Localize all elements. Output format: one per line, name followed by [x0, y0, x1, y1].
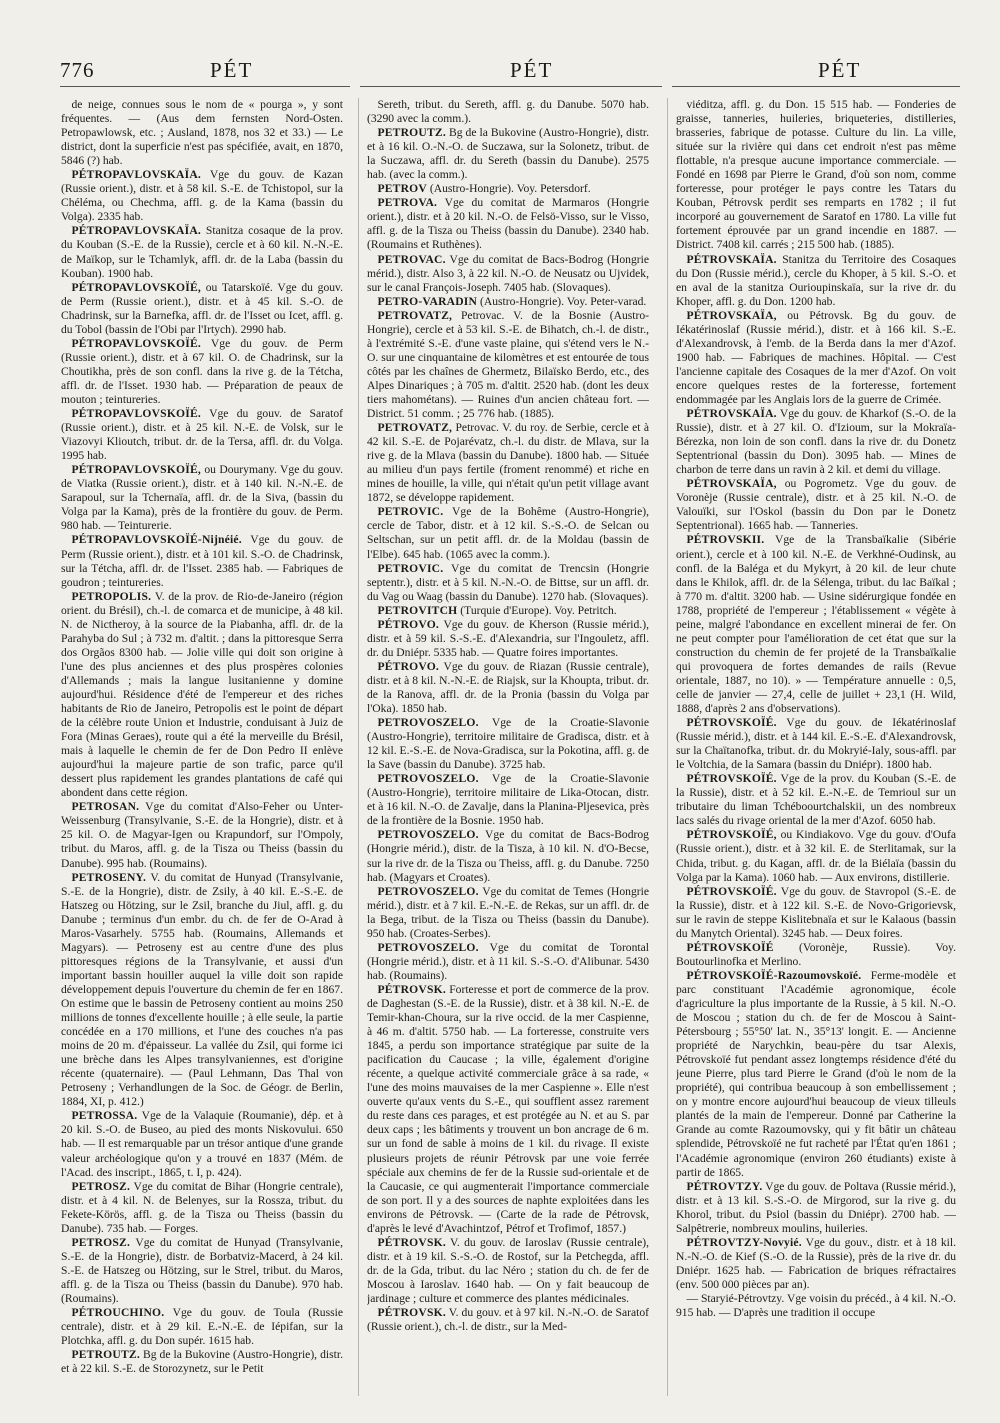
entry-text: Vge du comitat de Hunyad (Transylvanie, S.-E. de la Hongrie), distr. de Borbatviz-Macerd, à 24 kil. S.-E. de Hatszeg ou Hötzing, sur le Strel, tribut. du Maros, affl. g. de la Tisza ou Theiss (bassin du Danube). 970 hab. (Roumains). — [61, 1235, 343, 1305]
entry-headword: PETROVOSZELO. — [377, 884, 479, 898]
entry-text: Vge du gouv. de Iékatérinoslaf (Russie mérid.), distr. et à 144 kil. E.-S.-E. d'Alexandrovsk, sur la Chaïtanofka, tribut. dr. du Mokryié-Ialy, sous-affl. par le Voltchia, de la Samara (bassin du Dniépr). 1800 hab. — [676, 716, 956, 772]
entry-headword: PÉTROVO. — [377, 659, 440, 673]
dictionary-entry — [61, 1180, 343, 1236]
header-rule — [60, 86, 350, 87]
dictionary-entry — [676, 309, 956, 407]
entry-headword: PETRO-VARADIN — [377, 294, 478, 308]
entry-text: ou Pétrovsk. Bg du gouv. de Iékatérinoslaf (Russie mérid.), distr. et à 166 kil. S.-E. d'Alexandrovsk, à l'emb. de la Berda dans la mer d'Azof. 1900 hab. — Fabriques de machines. Hôpital. — C'est l'ancienne capitale des Cosaques de la mer d'Azof. On voit encore quelques restes de la forteresse, fortement endommagée par les Anglais lors de la guerre de Crimée. — [676, 308, 956, 406]
entry-text: Vge de la Bohême (Austro-Hongrie), cercle de Tabor, distr. et à 12 kil. S.-S.-O. de Selcan ou Seltschan, sur un petit affl. dr. de la Moldau (bassin de l'Elbe). 645 hab. (1065 avec la comm.). — [367, 505, 649, 561]
entry-text: (Austro-Hongrie). Voy. Petersdorf. — [429, 182, 591, 196]
dictionary-entry — [61, 168, 343, 224]
dictionary-entry — [676, 828, 956, 884]
entry-headword: PETROVOSZELO. — [377, 940, 479, 954]
entry-headword: PÉTROVSKAÏA. — [686, 252, 777, 266]
dictionary-entry — [367, 309, 649, 421]
dictionary-entry — [676, 477, 956, 533]
dictionary-entry — [367, 126, 649, 182]
entry-text: Vge du gouv. de Kherson (Russie mérid.), distr. et à 59 kil. S.-S.-E. d'Alexandria, sur l'Ingouletz, affl. dr. du Dniépr. 5335 hab. — Quatre foires importantes. — [367, 617, 649, 659]
entry-text: Vge de la Croatie-Slavonie (Austro-Hongrie), territoire militaire de Lika-Otocan, distr. et à 16 kil. N.-O. de Zavalje, dans la Planina-Pljesevica, près de la frontière de la Bosnie. 1950 hab. — [367, 772, 649, 828]
entry-text: Vge du gouv., distr. et à 18 kil. N.-N.-O. de Kief (S.-O. de la Russie), près de la rive dr. du Dniépr. 1625 hab. — Fabrication de briques réfractaires (env. 500 000 pièces par an). — [676, 1235, 956, 1291]
page-header — [0, 58, 1000, 98]
entry-text: Vge du gouv. de Toula (Russie centrale), distr. et à 29 kil. E.-N.-E. de Iépifan, sur la Plotchka, affl. g. du Don supér. 1615 hab. — [61, 1306, 343, 1348]
dictionary-entry — [61, 281, 343, 337]
header-rule — [672, 86, 960, 87]
entry-headword: PETROUTZ. — [71, 1348, 140, 1362]
running-head-left: PÉT — [210, 58, 254, 82]
column-divider — [667, 98, 668, 1396]
dictionary-entry — [676, 533, 956, 716]
entry-text: Bg de la Bukovine (Austro-Hongrie), distr. et à 16 kil. O.-N.-O. de Suczawa, sur la Solonetz, tribut. de la Suczawa, affl. dr. du Sereth (bassin du Danube). 2575 hab. (avec la comm.). — [367, 126, 649, 182]
entry-headword: PÉTROVSKII. — [686, 533, 765, 547]
entry-text: V. du comitat de Hunyad (Transylvanie, S.-E. de la Hongrie), distr. de Zsily, à 40 kil. E.-S.-E. de Hatszeg ou Hötzing, sur le Zsil, branche du Jiul, affl. g. du Danube ; terminus d'un embr. du ch. de fer de O-Arad à Maros-Vasarhely. 5755 hab. (Roumains, Allemands et Magyars). — Petroseny est au centre d'une des plus pittoresques régions de la Transylvanie, et aussi d'un important bassin houiller auquel la ville doit son rapide développement depuis l'ouverture du chemin de fer en 1867. On estime que le bassin de Petroseny contient au moins 250 millions de tonnes d'excellente houille ; à elle seule, la partie concédée en a 170 millions, et l'une des couches n'a pas moins de 20 m. d'épaisseur. La vallée du Zsil, qui forme ici une brèche dans les Alpes transylvaniennes, est d'origine récente (quaternaire). — (Paul Lehmann, Das Thal von Petroseny ; Verhandlungen de la Soc. de Géogr. de Berlin, 1884, XI, p. 412.) — [61, 870, 343, 1109]
entry-headword: PÉTROVSKAÏA, — [686, 477, 777, 491]
entry-text: Vge du gouv. de Poltava (Russie mérid.), distr. et à 13 kil. S.-S.-O. de Mirgorod, sur la rive g. du Khorol, tribut. du Psiol (bassin du Dniépr). 2700 hab. — Salpêtrerie, nombreux moulins, huileries. — [676, 1179, 956, 1235]
dictionary-entry — [367, 253, 649, 295]
dictionary-entry — [367, 196, 649, 252]
entry-text: Vge de la Croatie-Slavonie (Austro-Hongrie), territoire militaire de Gradisca, distr. et à 12 kil. E.-S.-E. de Nova-Gradisca, sur la Pokotina, affl. g. de la Save (bassin du Danube). 3725 hab. — [367, 716, 649, 772]
entry-text: Vge du gouv. de Kazan (Russie orient.), distr. et à 58 kil. S.-E. de Tchistopol, sur la Chéléma, ou Chechma, affl. g. de la Kama (bassin du Volga). 2335 hab. — [61, 168, 343, 224]
entry-headword: PÉTROVSKAÏA, — [686, 308, 777, 322]
dictionary-entry — [367, 828, 649, 884]
dictionary-entry — [61, 800, 343, 870]
dictionary-entry — [676, 941, 956, 969]
dictionary-entry — [61, 1109, 343, 1179]
entry-text: Vge de la Transbaïkalie (Sibérie orient.), cercle et à 100 kil. N.-E. de Verkhné-Oudinsk, au confl. de la Baléga et du Mykyrt, à 20 kil. de leur chute dans le Khilok, affl. dr. de la Sélenga, tribut. du lac Baïkal ; à 770 m. d'altit. 3200 hab. — Usine sidérurgique fondée en 1788, propriété de l'empereur ; l'établissement « végète à peine, malgré l'abondance en excellent minerai de fer. On ne peut compter pour l'amélioration de cet état que sur la construction du chemin de fer projeté de la Transbaïkalie qui provoquera de fortes demandes de rails (Revue orientale, 1887, no 10). » — Température annuelle : 0,5, celle de janvier — 27,4, celle de juillet + 23,1 (H. Wild, 1888, d'après 2 ans d'observations). — [676, 533, 956, 716]
entry-headword: PÉTROVTZY. — [686, 1179, 763, 1193]
column-right — [676, 98, 956, 1398]
running-head-center: PÉT — [510, 58, 554, 82]
entry-text: Forteresse et port de commerce de la prov. de Daghestan (S.-E. de la Russie), distr. et à 38 kil. N.-E. de Temir-khan-Choura, sur la rive occid. de la mer Caspienne, à 46 m. d'altit. 5750 hab. — La forteresse, construite vers 1845, a perdu son importance stratégique par suite de la pacification du Caucase ; la ville, également d'origine récente, a quelque activité commerciale grâce à sa rade, « l'une des moins mauvaises de la mer Caspienne ». Elle n'est ouverte qu'aux vents du S.-E., qui soufflent assez rarement du reste dans ces parages, et est protégée au N. et au S. par deux caps ; les bâtiments y trouvent un bon ancrage de 6 m. sur un fond de sable à moins de 1 kil. du rivage. Il existe plusieurs projets de réunir Pétrovsk par une voie ferrée spéciale aux chemins de fer de la Russie sud-orientale et de la Caucasie, ce qui augmenterait l'importance commerciale de son port. Il y a des sources de naphte exploitées dans les environs de Pétrovsk. — (Carte de la rade de Pétrovsk, d'après le levé d'Avachintzof, Pétrof et Trofimof, 1857.) — [367, 982, 649, 1235]
dictionary-entry — [367, 98, 649, 126]
dictionary-entry — [676, 1180, 956, 1236]
page-number: 776 — [60, 58, 95, 82]
entry-text: Vge du comitat de Bihar (Hongrie centrale), distr. et à 4 kil. N. de Belenyes, sur la Rossza, tribut. du Fekete-Körös, affl. g. de la Tisza ou Theiss (bassin du Danube). 735 hab. — Forges. — [61, 1179, 343, 1235]
dictionary-entry — [676, 1236, 956, 1292]
entry-text: Petrovac. V. du roy. de Serbie, cercle et à 42 kil. S.-E. de Pojarévatz, ch.-l. du distr. de Mlava, sur la rive g. de la Mlava (bassin du Danube). 1800 hab. — Située au milieu d'un pays fertile (froment renommé) et riche en mines de houille, la ville, qui n'était qu'un petit village avant 1872, se développe rapidement. — [367, 421, 649, 505]
dictionary-entry — [367, 562, 649, 604]
entry-text: Bg de la Bukovine (Austro-Hongrie), distr. et à 22 kil. S.-E. de Storozynetz, sur le Petit — [61, 1348, 343, 1376]
entry-text: Vge du comitat de Temes (Hongrie mérid.), distr. et à 7 kil. E.-N.-E. de Rekas, sur un affl. dr. de la Bega, tribut. de la Tisza ou Theiss (bassin du Danube). 950 hab. (Croates-Serbes). — [367, 884, 649, 940]
dictionary-entry — [61, 224, 343, 280]
dictionary-entry — [61, 98, 343, 168]
entry-text: Stanitza cosaque de la prov. du Kouban (S.-E. de la Russie), cercle et à 60 kil. N.-N.-E. de Maïkop, sur le Tchamlyk, affl. dr. de la Laba (bassin du Kouban). 1900 hab. — [61, 224, 343, 280]
entry-headword: PETROVAC. — [377, 252, 446, 266]
entry-text: Vge du comitat de Bacs-Bodrog (Hongrie mérid.), distr. de la Tisza, à 10 kil. N. d'O-Becse, sur la rive dr. de la Tisza ou Theiss, affl. g. du Danube. 7250 hab. (Magyars et Croates). — [367, 828, 649, 884]
dictionary-entry — [367, 618, 649, 660]
dictionary-entry — [61, 1348, 343, 1376]
column-divider — [358, 98, 359, 1396]
entry-text: Vge du gouv. de Saratof (Russie orient.), distr. et à 25 kil. N.-E. de Volsk, sur le Viazovyi Klioutch, tribut. dr. de la Tersa, affl. dr. du Volga. 1995 hab. — [61, 407, 343, 463]
dictionary-entry — [61, 1306, 343, 1348]
entry-text: (Turquie d'Europe). Voy. Petritch. — [460, 603, 617, 617]
dictionary-entry — [61, 407, 343, 463]
entry-text: V. du gouv. et à 97 kil. N.-N.-O. de Saratof (Russie orient.), ch.-l. de distr., sur la Med- — [367, 1306, 649, 1334]
entry-text: — Staryié-Pétrovtzy. Vge voisin du précéd., à 4 kil. N.-O. 915 hab. — D'après une tradition il occupe — [676, 1291, 956, 1320]
entry-text: ou Tatarskoïé. Vge du gouv. de Perm (Russie orient.), distr. et à 45 kil. S.-O. de Chadrinsk, sur la Barnefka, affl. dr. de l'Isset ou Icet, affl. g. du Tobol (bassin de l'Obi par l'Irtych). 2990 hab. — [61, 280, 343, 336]
dictionary-entry — [367, 1306, 649, 1334]
entry-text: Vge du gouv. de Stavropol (S.-E. de la Russie), distr. et à 122 kil. S.-E. de Novo-Grigorievsk, sur le ravin de steppe Kislitebnaïa et sur le Kalaous (bassin du Manytch Oriental). 3245 hab. — Deux foires. — [676, 884, 956, 940]
entry-headword: PETROSZ. — [71, 1179, 131, 1193]
entry-headword: PETROSENY. — [71, 870, 147, 884]
dictionary-entry — [676, 407, 956, 477]
dictionary-entry — [676, 716, 956, 772]
entry-headword: PETROVATZ, — [377, 421, 453, 435]
entry-text: V. du gouv. de Iaroslav (Russie centrale), distr. et à 19 kil. S.-S.-O. de Rostof, sur la Petchegda, affl. dr. de la Gda, tribut. du lac Néro ; station du ch. de fer de Moscou à Iaroslav. 1640 hab. — On y fait beaucoup de jardinage ; culture et commerce des plantes médicinales. — [367, 1235, 649, 1305]
entry-headword: PETROVOSZELO. — [377, 828, 479, 842]
entry-text: Vge du comitat d'Also-Feher ou Unter-Weissenburg (Transylvanie, S.-E. de la Hongrie), distr. et à 25 kil. O. de Magyar-Igen ou Krapundorf, sur l'Ompoly, tribut. du Maros, affl. g. de la Tisza ou Theiss (bassin du Danube). 995 hab. (Roumains). — [61, 800, 343, 870]
entry-text: Sereth, tribut. du Sereth, affl. g. du Danube. 5070 hab. (3290 avec la comm.). — [367, 98, 649, 126]
dictionary-entry — [61, 533, 343, 589]
dictionary-entry — [367, 295, 649, 309]
entry-text: Ferme-modèle et parc constituant l'Académie agronomique, école d'agriculture la plus importante de la Russie, à 5 kil. N.-O. de Moscou ; station du ch. de fer de Moscou à Saint-Pétersbourg ; 55°50' lat. N., 35°13' longit. E. — Ancienne propriété de Narychkin, beau-père du tsar Alexis, Pétrovskoïé fut pendant assez longtemps résidence d'été du jeune Pierre, plus tard Pierre le Grand (d'où le nom de la propriété), qui contribua beaucoup à son embellissement ; on y montre encore aujourd'hui beaucoup de vieux tilleuls plantés de la main de l'empereur. Donné par Catherine la Grande au comte Razoumovsky, qui y fit bâtir un château splendide, Pétrovskoïé ne fut racheté par l'État qu'en 1861 ; l'Académie agronomique (environ 260 étudiants) existe à partir de 1865. — [676, 968, 956, 1179]
entry-text: ou Dourymany. Vge du gouv. de Viatka (Russie orient.), distr. et à 140 kil. N.-N.-E. de Sarapoul, sur la Tchernaïa, affl. dr. de la Siva, (bassin du Volga par la Kama), près de la frontière du gouv. de Perm. 980 hab. — Teinturerie. — [61, 463, 343, 533]
entry-headword: PÉTROPAVLOVSKOÏÉ. — [71, 407, 201, 421]
dictionary-entry — [367, 885, 649, 941]
dictionary-entry — [367, 421, 649, 505]
entry-headword: PETROVIC. — [377, 561, 444, 575]
header-rule — [360, 86, 662, 87]
entry-text: Stanitza du Territoire des Cosaques du Don (Russie mérid.), cercle du Khoper, à 5 kil. S.-O. et en aval de la stanitza Ourioupinskaïa, sur la rive dr. du Khoper, affl. g. du Don. 1200 hab. — [676, 252, 956, 308]
entry-headword: PETROVOSZELO. — [377, 716, 479, 730]
entry-headword: PETROSSA. — [71, 1109, 138, 1123]
dictionary-entry — [61, 871, 343, 1110]
entry-headword: PÉTROVSKOÏÉ. — [686, 716, 777, 730]
entry-text: (Voronèje, Russie). Voy. Boutourlinofka et Merlino. — [676, 940, 956, 968]
entry-headword: PÉTROVTZY-Novyié. — [686, 1235, 802, 1249]
entry-text: ou Kindiakovo. Vge du gouv. d'Oufa (Russie orient.), distr. et à 32 kil. E. de Sterlitamak, sur la Chida, tribut. g. du Kagan, affl. dr. de la Biélaïa (bassin du Volga par la Kama). 1060 hab. — Aux environs, distillerie. — [676, 828, 956, 884]
entry-text: Vge du comitat de Bacs-Bodrog (Hongrie mérid.), distr. Also 3, à 22 kil. N.-O. de Neusatz ou Ujvidek, sur le canal François-Joseph. 7405 hab. (Slovaques). — [367, 252, 649, 294]
entry-text: (Austro-Hongrie). Voy. Peter-varad. — [480, 294, 647, 308]
entry-headword: PETROUTZ. — [377, 126, 446, 140]
entry-text: Vge du comitat de Marmaros (Hongrie orient.), distr. et à 20 kil. N.-O. de Felsö-Visso, sur le Visso, affl. g. de la Tisza ou Theiss (bassin du Danube). 2340 hab. (Roumains et Ruthènes). — [367, 196, 649, 252]
entry-headword: PÉTROUCHINO. — [71, 1306, 165, 1320]
entry-headword: PETROSAN. — [71, 800, 140, 814]
entry-headword: PÉTROVSK. — [377, 982, 446, 996]
entry-text: viéditza, affl. g. du Don. 15 515 hab. — Fonderies de graisse, tanneries, huileries, briqueteries, distilleries, brasseries, fabrique de potasse. Culture du lin. La ville, située sur la rivière qui dans cet endroit n'est pas même flottable, n'a presque aucune importance commerciale. — Fondé en 1698 par Pierre le Grand, d'où son nom, comme forteresse, pour protéger le pays contre les Tatars du Kouban, Pétrovsk perdit ses remparts en 1782 ; il fut incorporé au gouvernement de Saratof en 1780. La ville fut fortement éprouvée par un grand incendie en 1887. — District. 7408 kil. carrés ; 215 500 hab. (1885). — [676, 98, 956, 252]
entry-headword: PÉTROVSKOÏÉ-Razoumovskoïé. — [686, 968, 862, 982]
dictionary-entry — [61, 463, 343, 533]
entry-text: ou Pogrometz. Vge du gouv. de Voronèje (Russie centrale), distr. et à 25 kil. N.-O. de Valouïki, sur l'Oskol (bassin du Don par le Donetz Septentrional). 1665 hab. — Tanneries. — [676, 477, 956, 533]
entry-headword: PÉTROVSKOÏÉ. — [686, 884, 777, 898]
entry-text: Vge du gouv. de Perm (Russie orient.), distr. et à 67 kil. O. de Chadrinsk, sur la Choutikha, près de son confl. dans la rive g. de la Tétcha, affl. dr. de l'Isset. 1930 hab. — Préparation de peaux de mouton ; teintureries. — [61, 336, 343, 406]
entry-headword: PETROPOLIS. — [71, 589, 152, 603]
entry-headword: PETROVOSZELO. — [377, 772, 479, 786]
entry-text: Vge de la prov. du Kouban (S.-E. de la Russie), distr. et à 52 kil. E.-N.-E. de Temrioul sur un tributaire du liman Tchéboourtchalskii, un des nombreux lacs salés du rivage oriental de la mer d'Azof. 6050 hab. — [676, 772, 956, 828]
entry-text: V. de la prov. de Rio-de-Janeiro (région orient. du Brésil), ch.-l. de comarca et de municipe, à 48 kil. N. de Nictheroy, à la source de la Piabanha, affl. dr. de la Parahyba do Sul ; à 732 m. d'altit. ; dans la pittoresque Serra dos Orgãos 8300 hab. — Jolie ville qui doit son origine à l'une des plus anciennes et des plus prospères colonies d'Allemands ; mais la langue lusitanienne y domine aujourd'hui. Résidence d'été de l'empereur et des riches habitants de Rio de Janeiro, Petropolis est le point de départ de la célèbre route Union et Industrie, conduisant à Juiz de Fora (Minas Geraes), route qui a été la merveille du Brésil, mais à laquelle le chemin de fer de Don Pedro II enlève aujourd'hui la majeure partie de son trafic, parce qu'il dessert plus rapidement les grandes plantations de café qui abondent dans cette région. — [61, 589, 343, 800]
dictionary-entry — [676, 1292, 956, 1320]
entry-headword: PÉTROVO. — [377, 617, 440, 631]
entry-headword: PÉTROVSKOÏÉ. — [686, 772, 777, 786]
dictionary-entry — [367, 182, 649, 196]
entry-text: de neige, connues sous le nom de « pourga », y sont fréquentes. — (Aus dem fernsten Nord-Osten. Petropawlowsk, etc. ; Ausland, 1878, nos 32 et 33.) — Le district, dont la superficie n'est pas spécifiée, avait, en 1870, 5846 (?) hab. — [61, 98, 343, 168]
entry-headword: PÉTROPAVLOVSKAÏA. — [71, 224, 201, 238]
entry-headword: PETROVA. — [377, 196, 438, 210]
entry-headword: PÉTROVSK. — [377, 1235, 446, 1249]
entry-headword: PÉTROPAVLOVSKOÏÉ-Nijnéié. — [71, 533, 242, 547]
dictionary-entry — [676, 772, 956, 828]
entry-text: Vge de la Valaquie (Roumanie), dép. et à 20 kil. S.-O. de Buseo, au pied des monts Niskovului. 650 hab. — Il est remarquable par un trésor antique d'une grande valeur archéologique qu'on y a trouvé en 1837 (Mém. de l'Acad. des inscript., 1865, t. I, p. 424). — [61, 1109, 343, 1179]
dictionary-entry — [676, 98, 956, 253]
entry-text: Vge du gouv. de Kharkof (S.-O. de la Russie), distr. et à 27 kil. O. d'Izioum, sur la Mokraïa-Bérezka, non loin de son confl. dans la rive dr. du Donetz Septentrional (bassin du Don). 3095 hab. — Mines de charbon de terre dans un ravin à 2 kil. et demi du village. — [676, 407, 956, 477]
dictionary-entry — [676, 969, 956, 1180]
dictionary-entry — [367, 941, 649, 983]
entry-text: Vge du comitat de Torontal (Hongrie mérid.), distr. et à 11 kil. S.-S.-O. d'Alibunar. 5430 hab. (Roumains). — [367, 940, 649, 982]
running-head-right: PÉT — [818, 58, 862, 82]
entry-headword: PÉTROPAVLOVSKOÏÉ. — [71, 336, 201, 350]
entry-headword: PETROSZ. — [71, 1235, 131, 1249]
entry-headword: PÉTROVSKOÏÉ, — [686, 828, 777, 842]
dictionary-entry — [676, 253, 956, 309]
entry-headword: PÉTROVSK. — [377, 1306, 446, 1320]
entry-text: Vge du gouv. de Riazan (Russie centrale), distr. et à 8 kil. N.-N.-E. de Riajsk, sur la Khoupta, tribut. dr. de la Ranova, affl. dr. de la Pronia (bassin du Volga par l'Oka). 1850 hab. — [367, 659, 649, 716]
entry-text: Vge du comitat de Trencsin (Hongrie septentr.), distr. et à 5 kil. N.-N.-O. de Bittse, sur un affl. dr. du Vag ou Waag (bassin du Danube). 1270 hab. (Slovaques). — [367, 561, 649, 603]
dictionary-entry — [676, 885, 956, 941]
entry-headword: PÉTROVSKAÏA. — [686, 407, 777, 421]
entry-headword: PÉTROPAVLOVSKAÏA. — [71, 168, 201, 182]
dictionary-entry — [61, 590, 343, 801]
entry-headword: PETROVIC. — [377, 505, 444, 519]
dictionary-entry — [367, 983, 649, 1236]
entry-headword: PETROVATZ, — [377, 308, 453, 322]
dictionary-entry — [61, 1236, 343, 1306]
entry-text: Vge du gouv. de Perm (Russie orient.), distr. et à 101 kil. S.-O. de Chadrinsk, sur la Tétcha, affl. dr. de l'Isset. 2385 hab. — Fabriques de goudron ; teintureries. — [61, 533, 343, 589]
dictionary-entry — [367, 660, 649, 716]
entry-headword: PÉTROVSKOÏÉ — [686, 940, 774, 954]
entry-headword: PÉTROPAVLOVSKOÏÉ, — [71, 463, 201, 477]
dictionary-entry — [367, 716, 649, 772]
entry-headword: PETROVITCH — [377, 603, 458, 617]
entry-headword: PÉTROPAVLOVSKOÏÉ, — [71, 280, 201, 294]
entry-text: Petrovac. V. de la Bosnie (Austro-Hongrie), cercle et à 53 kil. S.-E. de Bihatch, ch.-l. de distr., à l'extrémité S.-E. d'une vaste plaine, qui s'étend vers le N.-O. sur une cinquantaine de kilomètres et est entourée de tous côtés par les chaînes de Ghermetz, Bilaïsko Berdo, etc., des Alpes Dinariques ; à 705 m. d'altit. 2520 hab. (dont les deux tiers mahométans). — Ruines d'un ancien château fort. — District. 51 comm. ; 25 776 hab. (1885). — [367, 308, 649, 421]
column-middle — [367, 98, 649, 1398]
dictionary-entry — [367, 1236, 649, 1306]
dictionary-entry — [61, 337, 343, 407]
dictionary-entry — [367, 772, 649, 828]
column-left — [61, 98, 343, 1398]
entry-headword: PETROV — [377, 182, 427, 196]
dictionary-entry — [367, 604, 649, 618]
dictionary-entry — [367, 505, 649, 561]
